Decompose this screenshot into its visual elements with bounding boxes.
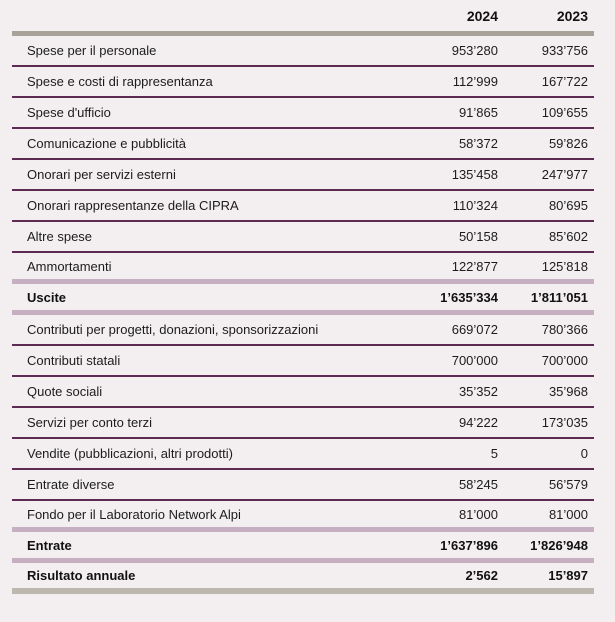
value-2023: 1’826’948 [530, 537, 588, 553]
row-label: Contributi per progetti, donazioni, sponsorizzazioni [27, 322, 319, 337]
table-row [12, 129, 594, 160]
table-row-total [12, 532, 594, 563]
value-2023: 81’000 [548, 506, 588, 522]
value-2023: 0 [580, 446, 588, 461]
value-2023: 247’977 [541, 167, 588, 182]
row-label: Altre spese [27, 229, 93, 244]
table-row [12, 98, 594, 129]
row-label: Fondo per il Laboratorio Network Alpi [27, 506, 241, 522]
row-label: Vendite (pubblicazioni, altri prodotti) [27, 446, 233, 461]
value-2024: 94’222 [458, 415, 498, 430]
table-body [12, 36, 594, 594]
row-label: Entrate diverse [27, 477, 115, 492]
table-row [12, 470, 594, 501]
row-label: Contributi statali [27, 353, 121, 368]
table-row [12, 346, 594, 377]
row-label: Uscite [27, 289, 67, 305]
value-2024: 110’324 [452, 198, 498, 213]
value-2024: 1’635’334 [440, 289, 498, 305]
table-row-total [12, 563, 594, 594]
table-row [12, 315, 594, 346]
column-header-year-2023: 2023 [556, 7, 588, 24]
value-2024: 112’999 [452, 74, 498, 89]
value-2024: 50’158 [458, 229, 498, 244]
value-2023: 780’366 [541, 322, 588, 337]
table-row [12, 408, 594, 439]
table-row [12, 501, 594, 532]
value-2023: 59’826 [548, 136, 588, 151]
table-row [12, 222, 594, 253]
row-label: Quote sociali [27, 384, 103, 399]
row-label: Servizi per conto terzi [27, 415, 152, 430]
value-2023: 700’000 [541, 353, 588, 368]
value-2024: 669’072 [451, 322, 498, 337]
value-2024: 700’000 [451, 353, 498, 368]
value-2024: 135’458 [451, 167, 498, 182]
value-2024: 58’245 [458, 477, 498, 492]
value-2023: 109’655 [541, 105, 588, 120]
value-2024: 81’000 [458, 506, 498, 522]
value-2024: 122’877 [451, 258, 498, 274]
value-2023: 56’579 [548, 477, 588, 492]
value-2023: 173’035 [541, 415, 588, 430]
value-2024: 58’372 [458, 136, 498, 151]
value-2023: 167’722 [541, 74, 588, 89]
value-2023: 35’968 [548, 384, 588, 399]
value-2023: 85’602 [548, 229, 588, 244]
table-row [12, 191, 594, 222]
row-label: Spese e costi di rappresentanza [27, 74, 213, 89]
value-2023: 80’695 [548, 198, 588, 213]
value-2023: 933’756 [541, 43, 588, 58]
table-row-total [12, 284, 594, 315]
value-2024: 5 [490, 446, 498, 461]
row-label: Spese per il personale [27, 43, 157, 58]
value-2024: 953’280 [451, 43, 498, 58]
table-row [12, 377, 594, 408]
row-label: Comunicazione e pubblicità [27, 136, 186, 151]
value-2024: 1’637’896 [440, 537, 498, 553]
table-header-row [12, 0, 594, 36]
column-header-year-2024: 2024 [466, 7, 498, 24]
table-row [12, 36, 594, 67]
table-row [12, 439, 594, 470]
row-label: Spese d'ufficio [27, 105, 111, 120]
value-2024: 35’352 [458, 384, 498, 399]
row-label: Ammortamenti [27, 258, 112, 274]
table-row [12, 253, 594, 284]
value-2023: 125’818 [541, 258, 588, 274]
row-label: Onorari per servizi esterni [27, 167, 176, 182]
financial-statement-table [12, 0, 594, 594]
value-2023: 1’811’051 [530, 289, 588, 305]
row-label: Onorari rappresentanze della CIPRA [27, 198, 239, 213]
row-label: Entrate [27, 537, 72, 553]
row-label: Risultato annuale [27, 568, 136, 583]
table-row [12, 67, 594, 98]
value-2023: 15’897 [548, 568, 588, 583]
value-2024: 2’562 [465, 568, 498, 583]
value-2024: 91’865 [458, 105, 498, 120]
table-row [12, 160, 594, 191]
